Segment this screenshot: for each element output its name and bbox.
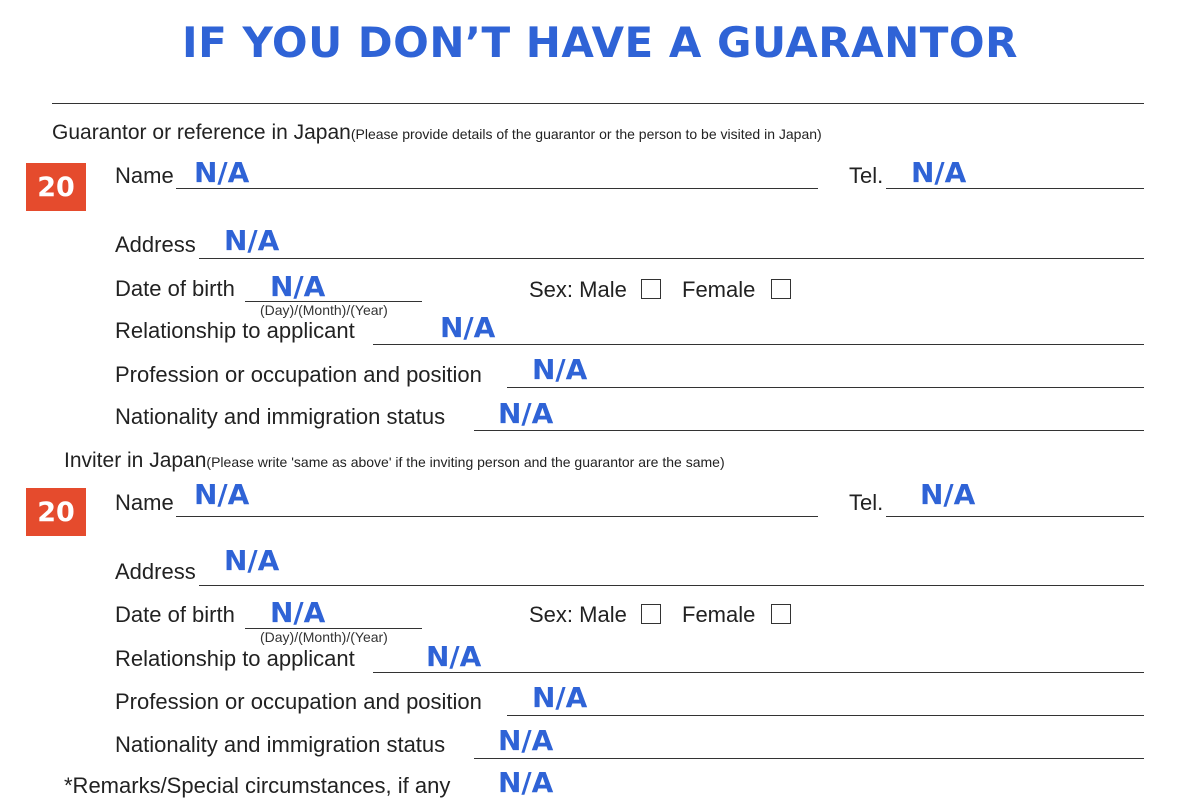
guarantor-nationality-value[interactable]: N/A: [498, 397, 554, 430]
guarantor-address-value[interactable]: N/A: [224, 224, 280, 257]
inviter-relationship-value[interactable]: N/A: [426, 640, 482, 673]
guarantor-dob-label: Date of birth: [115, 276, 235, 301]
inviter-name-value[interactable]: N/A: [194, 478, 250, 511]
remarks-label: *Remarks/Special circumstances, if any: [64, 773, 451, 798]
inviter-nationality-value[interactable]: N/A: [498, 724, 554, 757]
inviter-name-line: [176, 516, 818, 517]
inviter-dob-label: Date of birth: [115, 602, 235, 627]
inviter-relationship-line: [373, 672, 1144, 673]
inviter-address-label: Address: [115, 559, 196, 584]
guarantor-name-line: [176, 188, 818, 189]
guarantor-nationality-line: [474, 430, 1144, 431]
guarantor-address-label: Address: [115, 232, 196, 257]
guarantor-tel-value[interactable]: N/A: [911, 156, 967, 189]
inviter-tel-line: [886, 516, 1144, 517]
inviter-name-label: Name: [115, 490, 174, 515]
inviter-dob-value[interactable]: N/A: [270, 596, 326, 629]
inviter-dob-format-hint: (Day)/(Month)/(Year): [260, 629, 388, 645]
guarantor-heading-text: Guarantor or reference in Japan: [52, 121, 351, 144]
guarantor-tel-label: Tel.: [849, 163, 884, 188]
guarantor-relationship-label: Relationship to applicant: [115, 318, 355, 343]
inviter-relationship-label: Relationship to applicant: [115, 646, 355, 671]
page-title: IF YOU DON’T HAVE A GUARANTOR: [182, 18, 1018, 67]
guarantor-address-line: [199, 258, 1144, 259]
inviter-profession-line: [507, 715, 1144, 716]
inviter-address-value[interactable]: N/A: [224, 544, 280, 577]
guarantor-item-badge: 20: [26, 163, 86, 211]
inviter-nationality-label: Nationality and immigration status: [115, 732, 446, 757]
inviter-address-line: [199, 585, 1144, 586]
guarantor-female-checkbox[interactable]: [771, 279, 791, 299]
guarantor-profession-line: [507, 387, 1144, 388]
guarantor-note: (Please provide details of the guarantor or the person to be visited in Japan): [350, 126, 822, 142]
inviter-tel-label: Tel.: [849, 490, 884, 515]
remarks-value[interactable]: N/A: [498, 766, 554, 799]
guarantor-nationality-label: Nationality and immigration status: [115, 404, 446, 429]
guarantor-section-heading: [52, 121, 822, 145]
inviter-tel-value[interactable]: N/A: [920, 478, 976, 511]
guarantor-dob-format-hint: (Day)/(Month)/(Year): [260, 302, 388, 318]
guarantor-sex-label: Sex: Male: [529, 277, 627, 302]
inviter-section-heading: [64, 449, 725, 473]
inviter-heading-text: Inviter in Japan: [64, 449, 207, 472]
inviter-note: (Please write 'same as above' if the inviting person and the guarantor are the same): [206, 454, 725, 470]
guarantor-name-value[interactable]: N/A: [194, 156, 250, 189]
guarantor-female-label: Female: [682, 277, 756, 302]
inviter-nationality-line: [474, 758, 1144, 759]
inviter-female-label: Female: [682, 602, 756, 627]
inviter-item-badge: 20: [26, 488, 86, 536]
guarantor-profession-value[interactable]: N/A: [532, 353, 588, 386]
inviter-profession-value[interactable]: N/A: [532, 681, 588, 714]
inviter-female-checkbox[interactable]: [771, 604, 791, 624]
guarantor-name-label: Name: [115, 163, 174, 188]
guarantor-relationship-line: [373, 344, 1144, 345]
guarantor-profession-label: Profession or occupation and position: [115, 362, 482, 387]
inviter-male-checkbox[interactable]: [641, 604, 661, 624]
guarantor-relationship-value[interactable]: N/A: [440, 311, 496, 344]
guarantor-male-checkbox[interactable]: [641, 279, 661, 299]
inviter-profession-label: Profession or occupation and position: [115, 689, 482, 714]
inviter-sex-label: Sex: Male: [529, 602, 627, 627]
title-divider: [52, 103, 1144, 104]
guarantor-dob-value[interactable]: N/A: [270, 270, 326, 303]
